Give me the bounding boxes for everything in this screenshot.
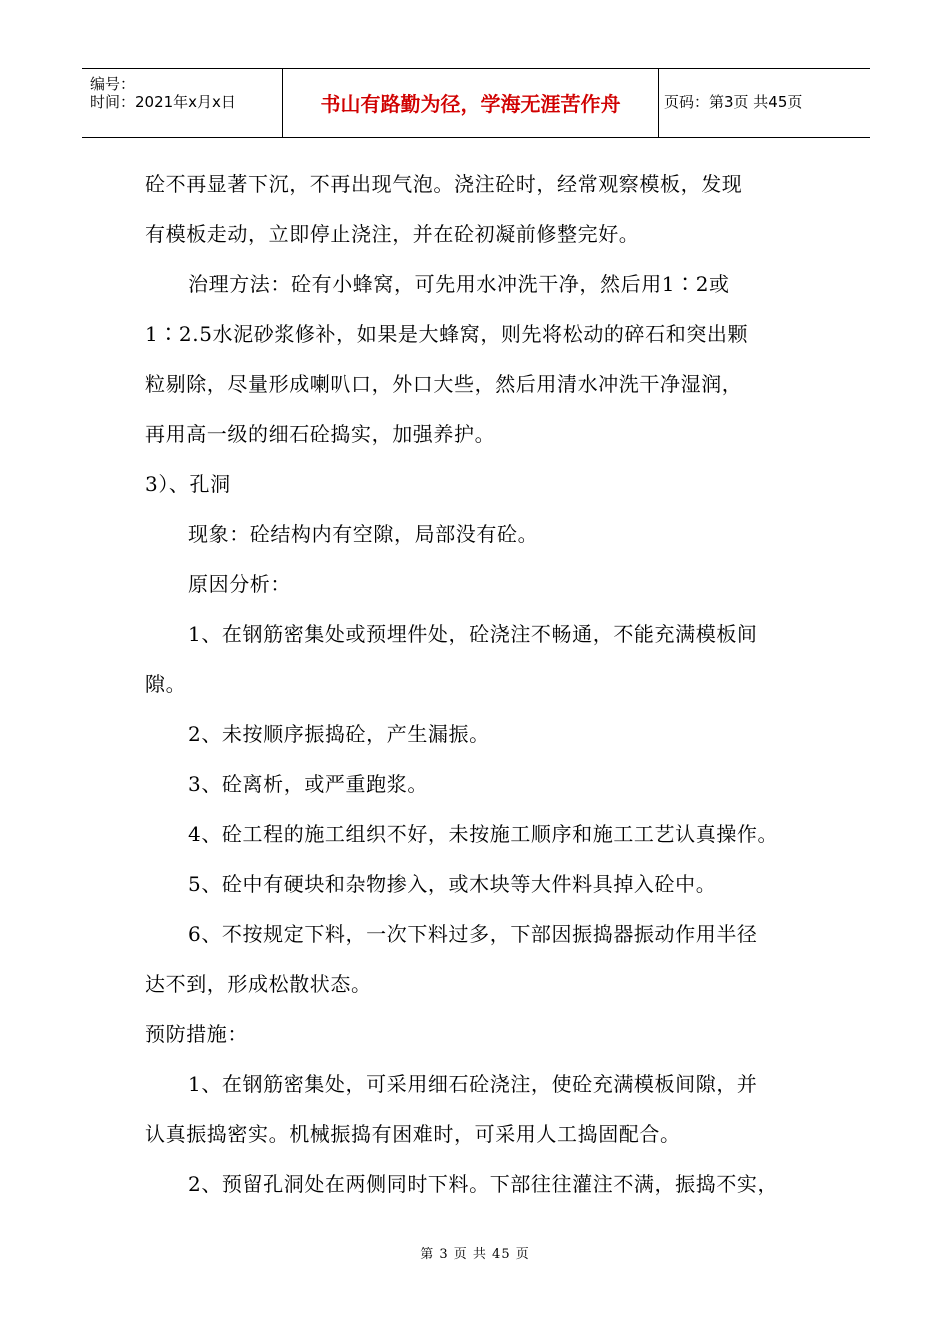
body-line: 2、未按顺序振捣砼，产生漏振。 [188, 722, 490, 746]
body-line: 粒剔除，尽量形成喇叭口，外口大些，然后用清水冲洗干净湿润， [145, 372, 743, 396]
header-page-cell [659, 69, 870, 137]
body-line: 1、在钢筋密集处，可采用细石砼浇注，使砼充满模板间隙，并 [188, 1072, 758, 1096]
body-line: 5、砼中有硬块和杂物掺入，或木块等大件料具掉入砼中。 [188, 872, 717, 896]
body-line: 预防措施： [145, 1022, 248, 1046]
document-date-label: 时间：2021年x月x日 [90, 93, 236, 111]
body-line: 治理方法：砼有小蜂窝，可先用水冲洗干净，然后用1∶2或 [188, 272, 730, 296]
body-line: 隙。 [145, 672, 187, 696]
body-line: 达不到，形成松散状态。 [145, 972, 372, 996]
body-line: 4、砼工程的施工组织不好，未按施工顺序和施工工艺认真操作。 [188, 822, 779, 846]
body-line: 认真振捣密实。机械振捣有困难时，可采用人工捣固配合。 [145, 1122, 681, 1146]
page-footer: 第 3 页 共 45 页 [420, 1247, 530, 1262]
body-line: 砼不再显著下沉，不再出现气泡。浇注砼时，经常观察模板，发现 [145, 172, 743, 196]
header-motto-cell [283, 69, 659, 137]
body-line: 1∶2.5水泥砂浆修补，如果是大蜂窝，则先将松动的碎石和突出颗 [145, 322, 749, 346]
header-motto: 书山有路勤为径，学海无涯苦作舟 [320, 92, 621, 116]
body-line: 再用高一级的细石砼捣实，加强养护。 [145, 422, 496, 446]
body-line: 3、砼离析，或严重跑浆。 [188, 772, 428, 796]
body-line: 1、在钢筋密集处或预埋件处，砼浇注不畅通，不能充满模板间 [188, 622, 758, 646]
body-line: 现象：砼结构内有空隙，局部没有砼。 [188, 522, 539, 546]
body-line: 6、不按规定下料，一次下料过多，下部因振捣器振动作用半径 [188, 922, 758, 946]
document-number-label: 编号： [90, 75, 136, 93]
section-heading: 3）、孔洞 [145, 472, 231, 496]
body-line: 有模板走动，立即停止浇注，并在砼初凝前修整完好。 [145, 222, 640, 246]
body-line: 2、预留孔洞处在两侧同时下料。下部往往灌注不满，振捣不实， [188, 1172, 779, 1196]
page-header [82, 68, 870, 138]
body-line: 原因分析： [188, 572, 291, 596]
header-page-info: 页码：第3页 共45页 [664, 93, 803, 111]
header-meta-cell [82, 69, 283, 137]
